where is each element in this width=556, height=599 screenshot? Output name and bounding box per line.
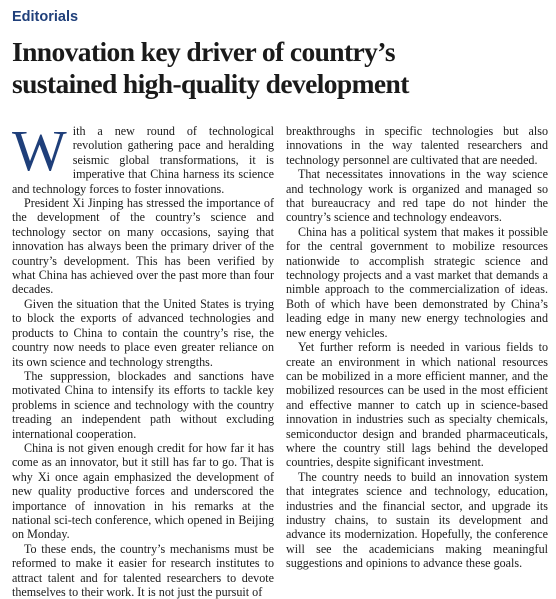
article-paragraph: The country needs to build an innovation system that integrates science and technology, education, industries and the financial sector, and upgrade its industry chains, to sustain its development and advance its modernization. Hopefully, the conference will see the academicians making meaningful suggestions and opinions to advance these goals.	[286, 469, 548, 571]
article-paragraph-lead	[12, 118, 274, 196]
headline	[12, 36, 548, 100]
article-paragraph-continued: breakthroughs in specific technologies but also innovations in the way talented researchers and technology personnel are cultivated that are needed.	[286, 124, 548, 167]
article-column-left	[12, 118, 274, 599]
headline-line-2: sustained high-quality development	[12, 68, 409, 99]
lead-paragraph-text: ith a new round of technological revolution gathering pace and heralding seismic global transformations, it is imperative that China harness its science and technology forces to foster innovations.	[12, 124, 274, 196]
article-paragraph: That necessitates innovations in the way science and technology work is organized and managed so that bureaucracy and red tape do not hinder the country’s science and technology endeavors.	[286, 167, 548, 225]
article-paragraph: Given the situation that the United States is trying to block the exports of advanced technologies and products to China to contain the country’s rise, the country now needs to place even greater reliance on its own science and technology strengths.	[12, 296, 274, 369]
article-paragraph: China has a political system that makes it possible for the central government to mobilize resources nationwide to accomplish strategic science and technology projects and a vast market that demands a nimble approach to the commercialization of ideas. Both of which have been demonstrated by China’s leading edge in many new energy technologies and new energy vehicles.	[286, 224, 548, 340]
article-column-right	[286, 124, 548, 586]
article-paragraph: Yet further reform is needed in various fields to create an environment in which national resources can be mobilized in a more efficient manner, and the mobilized resources can be used in the most efficient and effective manner to catch up in science-based innovation in industries such as specialty chemicals, semiconductor design and branded pharmaceuticals, where the country still lags behind the developed countries, despite significant investment.	[286, 340, 548, 470]
drop-cap: W	[12, 118, 67, 183]
article-paragraph: President Xi Jinping has stressed the importance of the development of the country’s science and technology sector on many occasions, saying that innovation has always been the primary driver of the country’s development. This has been verified by what China has achieved over the past more than four decades.	[12, 196, 274, 297]
article-paragraph: To these ends, the country’s mechanisms must be reformed to make it easier for research institutes to attract talent and for talented researchers to devote themselves to their work. It is not just the pursuit of	[12, 541, 274, 599]
headline-line-1: Innovation key driver of country’s	[12, 36, 395, 67]
section-label[interactable]: Editorials	[12, 9, 79, 25]
article-paragraph: China is not given enough credit for how far it has come as an innovator, but it still has far to go. That is why Xi once again emphasized the development of new quality productive forces and underscored the importance of innovation in his remarks at the national sci-tech conference, which opened in Beijing on Monday.	[12, 440, 274, 542]
article-paragraph: The suppression, blockades and sanctions have motivated China to intensify its efforts to tackle key problems in science and technology with the country treading an independent path without excluding international cooperation.	[12, 368, 274, 441]
